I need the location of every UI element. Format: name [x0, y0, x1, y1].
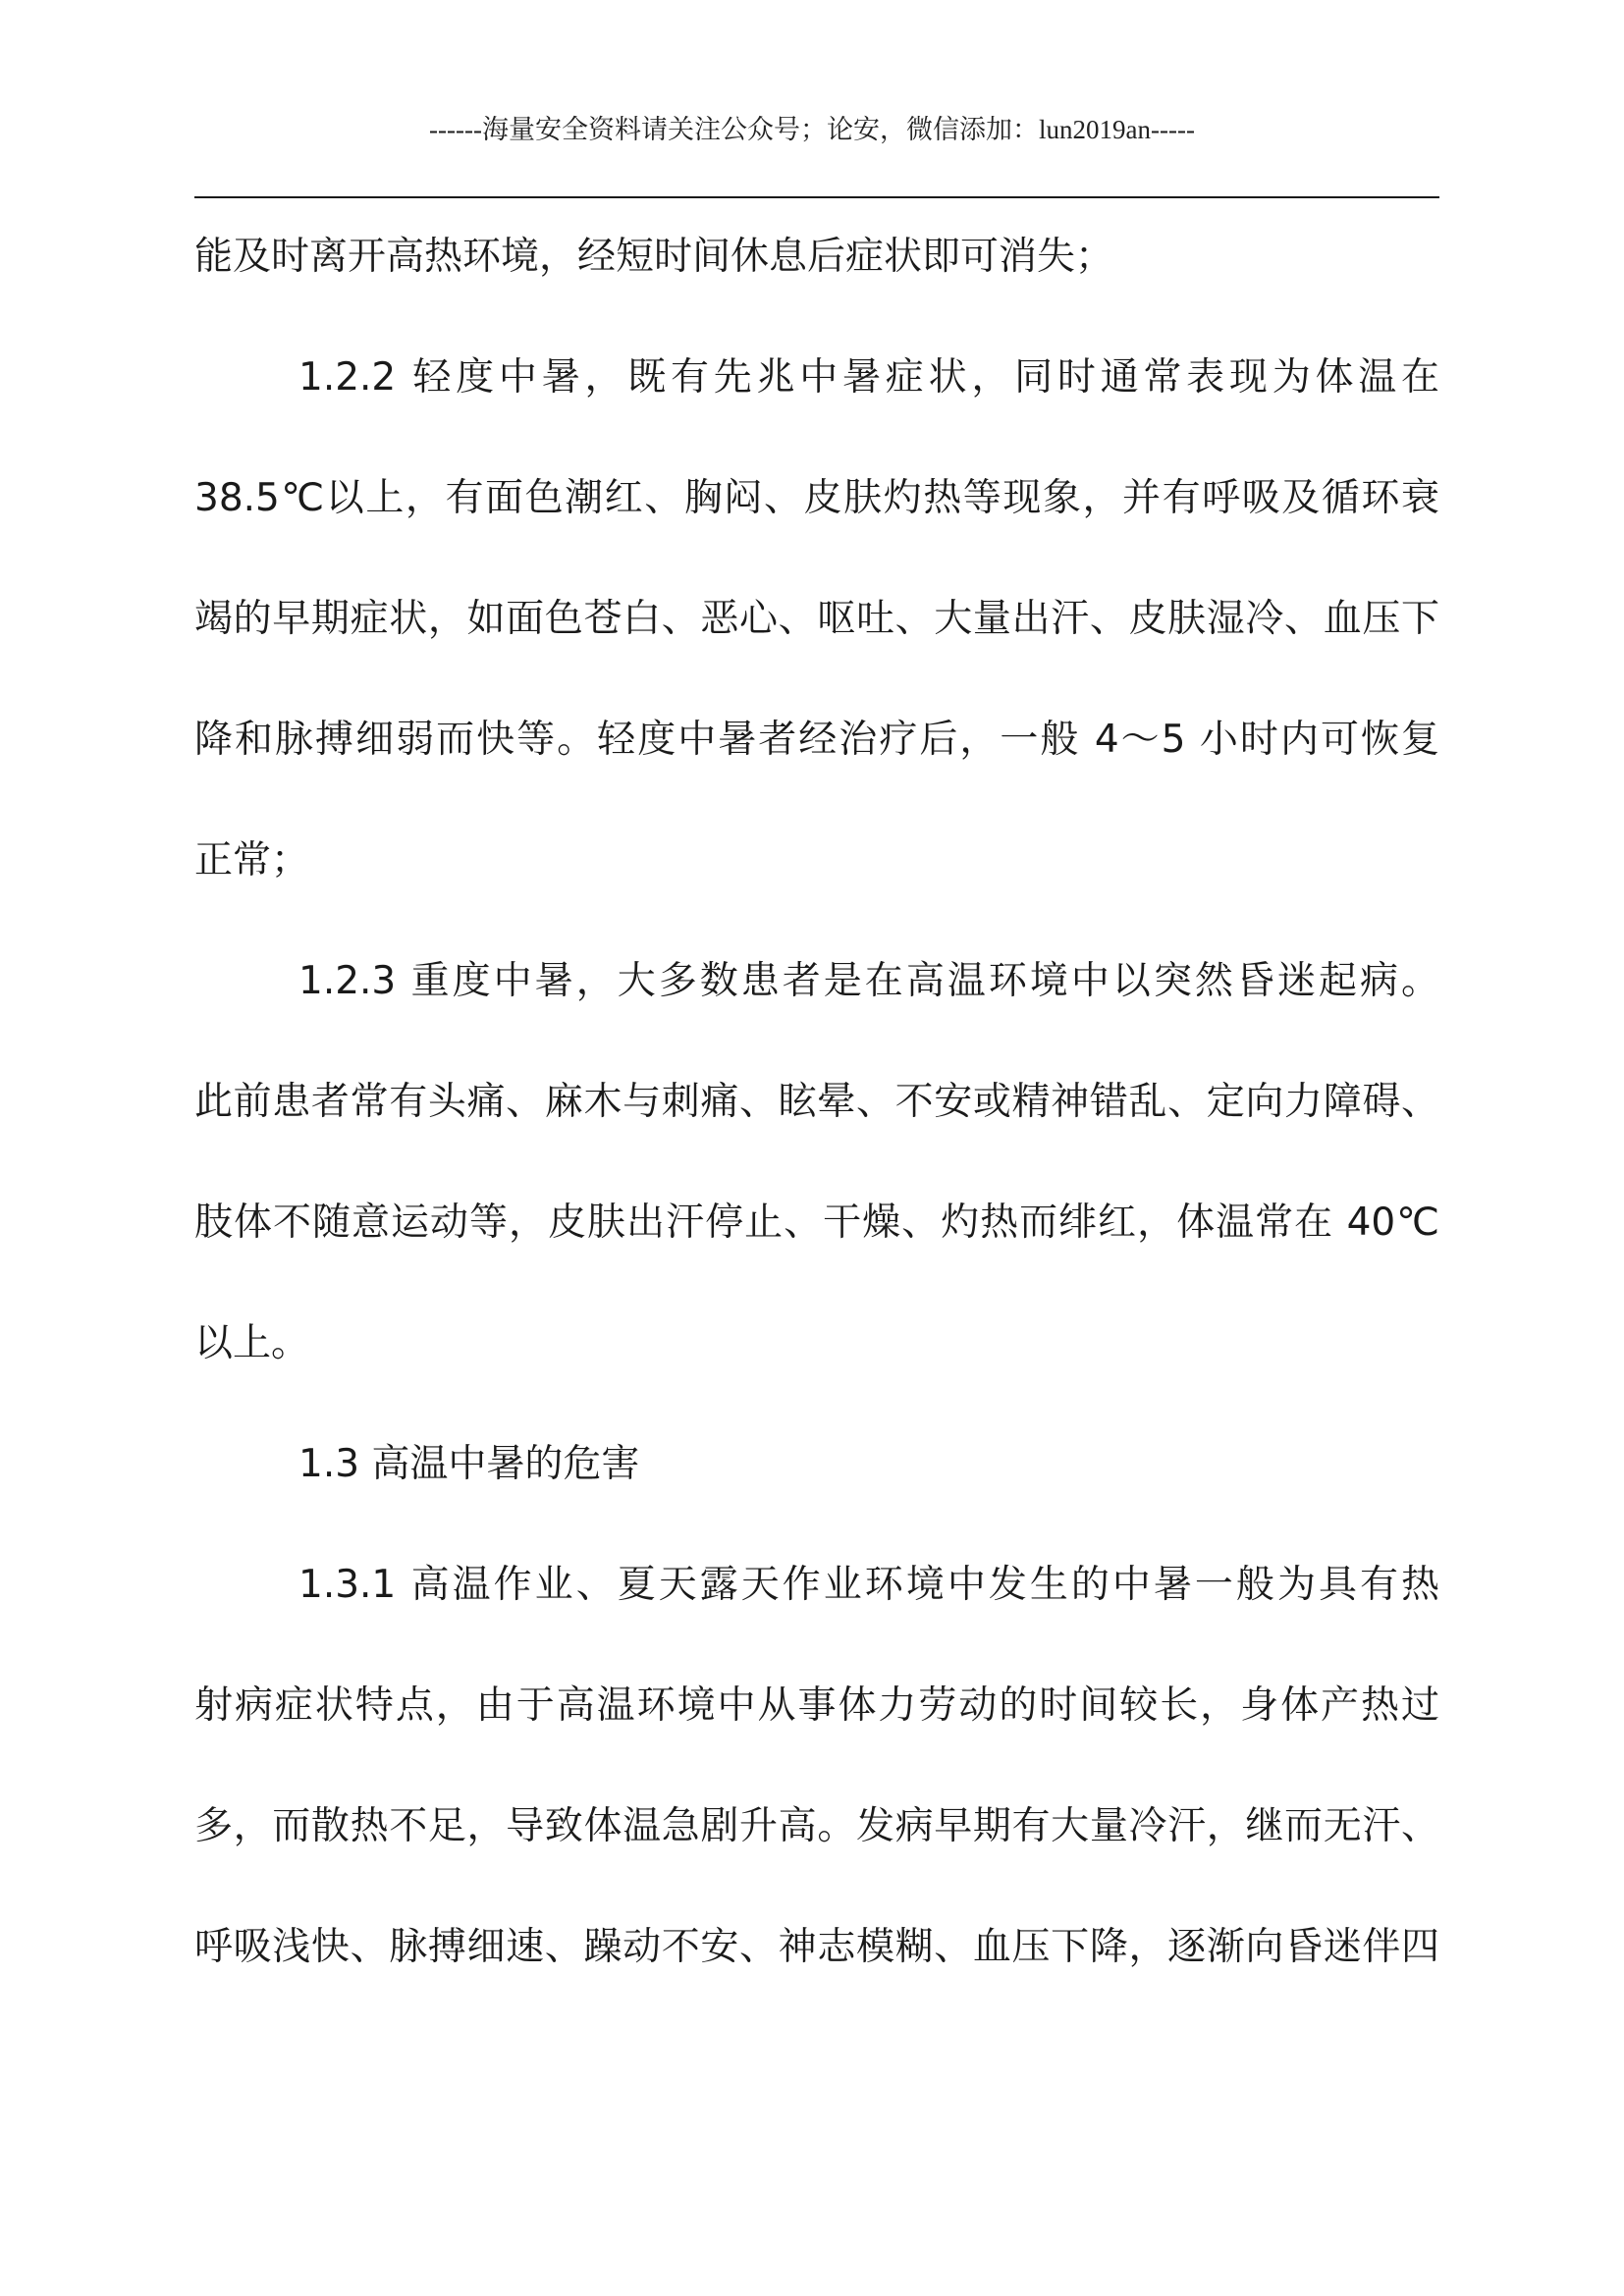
body-line: 1.2.3 重度中暑，大多数患者是在高温环境中以突然昏迷起病。: [298, 959, 1439, 1003]
body-line: 能及时离开高热环境，经短时间休息后症状即可消失；: [194, 235, 1114, 279]
body-line: 正常；: [194, 838, 310, 882]
page-header: ------海量安全资料请关注公众号；论安，微信添加：lun2019an-----: [429, 115, 1195, 144]
body-line: 1.3.1 高温作业、夏天露天作业环境中发生的中暑一般为具有热: [298, 1563, 1439, 1607]
body-line: 1.2.2 轻度中暑，既有先兆中暑症状，同时通常表现为体温在: [298, 355, 1439, 400]
section-heading: 1.3 高温中暑的危害: [298, 1442, 640, 1486]
body-line: 射病症状特点，由于高温环境中从事体力劳动的时间较长，身体产热过: [194, 1683, 1439, 1728]
body-line: 肢体不随意运动等，皮肤出汗停止、干燥、灼热而绯红，体温常在 40℃: [194, 1201, 1439, 1245]
body-line: 呼吸浅快、脉搏细速、躁动不安、神志模糊、血压下降，逐渐向昏迷伴四: [194, 1925, 1439, 1969]
body-line: 多，而散热不足，导致体温急剧升高。发病早期有大量冷汗，继而无汗、: [194, 1804, 1439, 1848]
body-line: 38.5℃以上，有面色潮红、胸闷、皮肤灼热等现象，并有呼吸及循环衰: [194, 476, 1439, 520]
body-line: 以上。: [194, 1321, 310, 1365]
body-line: 竭的早期症状，如面色苍白、恶心、呕吐、大量出汗、皮肤湿冷、血压下: [194, 597, 1439, 641]
header-divider: [194, 196, 1439, 198]
body-line: 降和脉搏细弱而快等。轻度中暑者经治疗后，一般 4～5 小时内可恢复: [194, 718, 1439, 762]
body-line: 此前患者常有头痛、麻木与刺痛、眩晕、不安或精神错乱、定向力障碍、: [194, 1080, 1439, 1124]
